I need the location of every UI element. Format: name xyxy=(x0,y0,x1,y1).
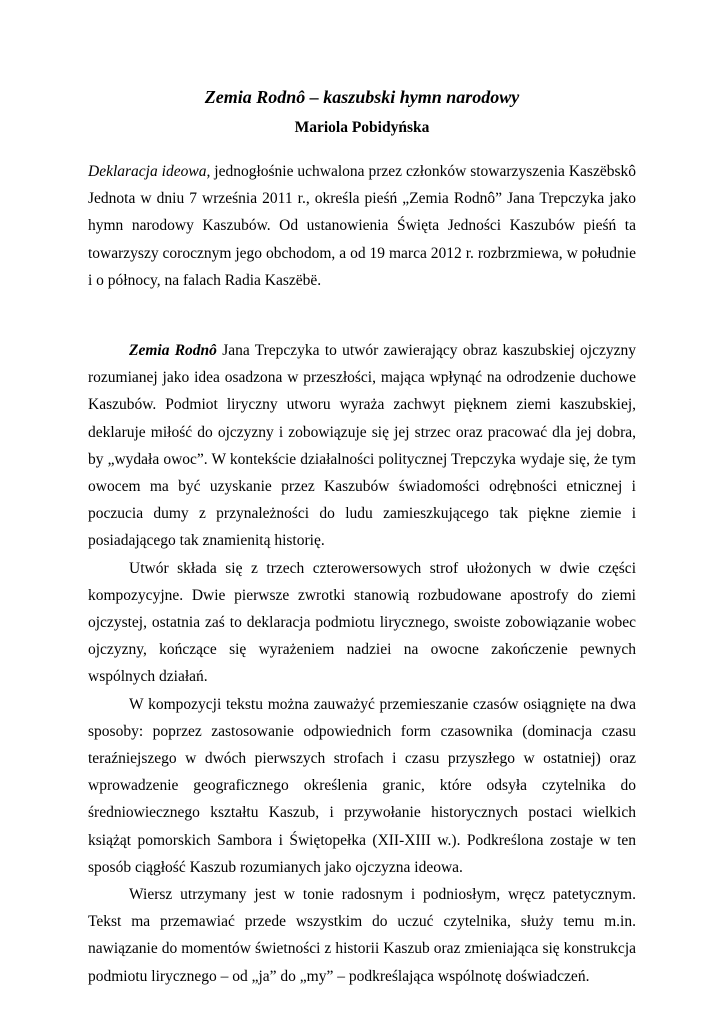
main-text xyxy=(88,337,636,990)
paragraph-3: W kompozycji tekstu można zauważyć przemieszanie czasów osiągnięte na dwa sposoby: poprzez zastosowanie odpowiednich form czasownika (dominacja czasu teraźniejszego w dwóch pierwszych strofach i czasu przyszłego w ostatniej) oraz wprowadzenie geograficznego określenia granic, które odsyła czytelnika do średniowiecznego kształtu Kaszub, i przywołanie historycznych postaci wielkich książąt pomorskich Sambora i Świętopełka (XII-XIII w.). Podkreślona zostaje w ten sposób ciągłość Kaszub rozumianych jako ojczyzna ideowa. xyxy=(88,695,636,876)
paragraph-2: Utwór składa się z trzech czterowersowych strof ułożonych w dwie części kompozycyjne. Dwie pierwsze zwrotki stanowią rozbudowane apostrofy do ziemi ojczystej, ostatnia zaś to deklaracja podmiotu lirycznego, swoiste zobowiązanie wobec ojczyzny, kończące się wyrażeniem nadziei na owocne zakończenie pewnych wspólnych działań. xyxy=(88,559,636,686)
intro-lead: Deklaracja ideowa, xyxy=(88,163,211,180)
intro-paragraph xyxy=(88,158,636,294)
author-name: Mariola Pobidyńska xyxy=(294,119,430,136)
document-title: Zemia Rodnô – kaszubski hymn narodowy xyxy=(204,87,520,107)
paragraph-1-text: Jana Trepczyka to utwór zawierający obraz kaszubskiej ojczyzny rozumianej jako idea osadzona w przeszłości, mająca wpłynąć na odrodzenie duchowe Kaszubów. Podmiot liryczny utworu wyraża zachwyt pięknem ziemi kaszubskiej, deklaruje miłość do ojczyzny i zobowiązuje się jej strzec oraz pracować dla jej dobra, by „wydała owoc”. W kontekście działalności politycznej Trepczyka wydaje się, że tym owocem ma być uzyskanie przez Kaszubów świadomości odrębności etnicznej i poczucia dumy z przynależności do ludu zamieszkującego tak piękne ziemie i posiadającego tak znamienitą historię. xyxy=(88,342,637,550)
paragraph-4: Wiersz utrzymany jest w tonie radosnym i podniosłym, wręcz patetycznym. Tekst ma przemawiać przede wszystkim do uczuć czytelnika, służy temu m.in. nawiązanie do momentów świetności z historii Kaszub oraz zmieniająca się konstrukcja podmiotu lirycznego – od „ja” do „my” – podkreślająca wspólnotę doświadczeń. xyxy=(88,886,636,985)
intro-text: jednogłośnie uchwalona przez członków stowarzyszenia Kaszëbskô Jednota w dniu 7 września 2011 r., określa pieśń „Zemia Rodnô” Jana Trepczyka jako hymn narodowy Kaszubów. Od ustanowienia Święta Jedności Kaszubów pieśń ta towarzyszy corocznym jego obchodom, a od 19 marca 2012 r. rozbrzmiewa, w południe i o północy, na falach Radia Kaszëbë. xyxy=(88,163,636,289)
paragraph-1 xyxy=(88,337,636,555)
paragraph-1-lead: Zemia Rodnô xyxy=(129,342,217,359)
